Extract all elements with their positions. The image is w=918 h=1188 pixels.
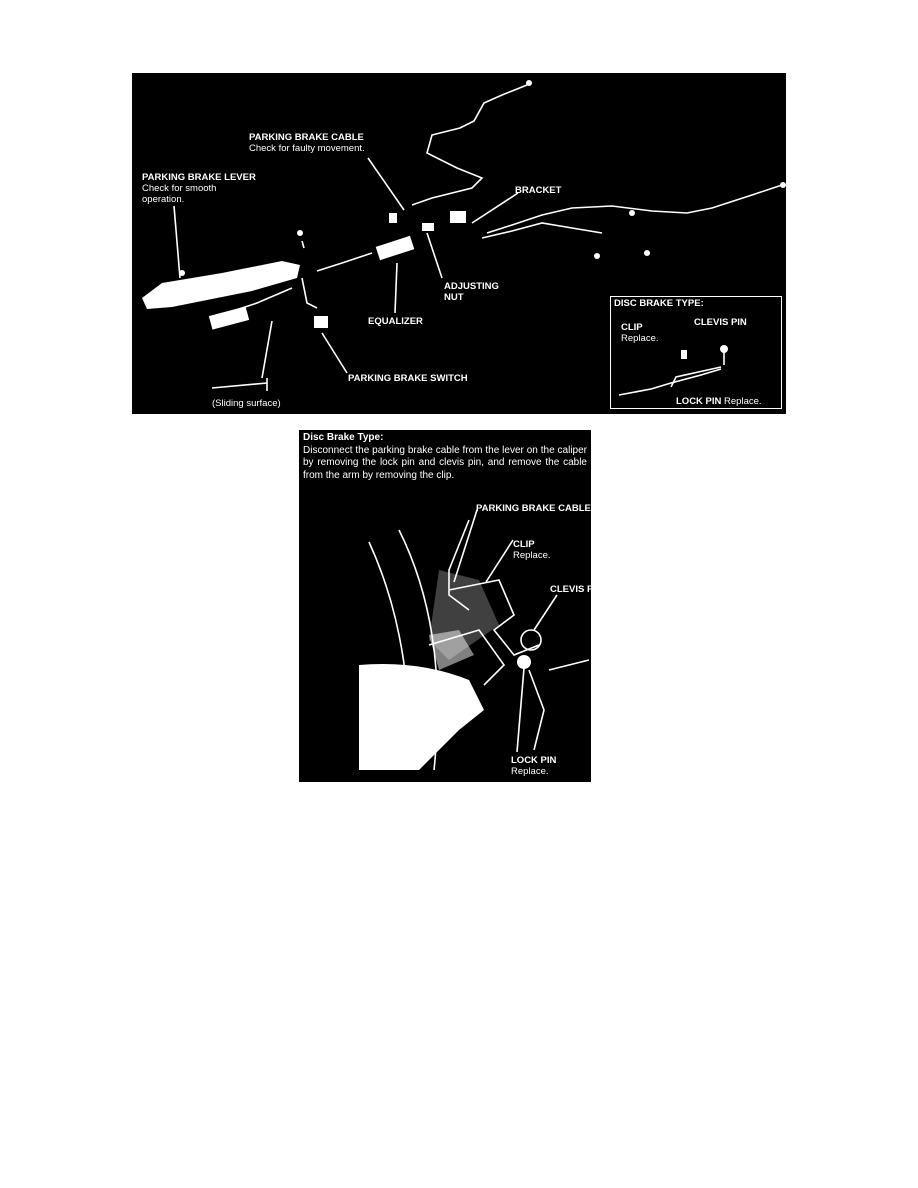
clip-part — [681, 350, 687, 359]
parking-brake-switch-part — [314, 316, 328, 328]
parking-brake-lever-part — [142, 261, 300, 309]
sliding-surface-label: (Sliding surface) — [212, 398, 281, 409]
disc-brake-procedure-figure — [299, 430, 603, 782]
switch-label: PARKING BRAKE SWITCH — [348, 373, 468, 384]
clevis-pin-label: CLEVIS PIN — [550, 584, 603, 595]
adjusting-nut-part — [422, 223, 434, 231]
lock-pin-part — [517, 655, 531, 669]
disc-brake-inset — [610, 296, 782, 409]
inset-clevis-pin-label: CLEVIS PIN — [694, 317, 747, 328]
clevis-pin-part — [521, 630, 541, 650]
inset-lock-pin-label: LOCK PIN Replace. — [676, 396, 762, 407]
hand-illustration — [359, 664, 484, 770]
lock-pin-label: LOCK PIN Replace. — [511, 755, 557, 777]
inset-clip-label: CLIP Replace. — [621, 322, 659, 344]
equalizer-part — [376, 236, 415, 260]
clevis-pin-part — [720, 345, 728, 353]
bracket-part — [450, 211, 466, 223]
equalizer-label: EQUALIZER — [368, 316, 423, 327]
cable-label: PARKING BRAKE CABLE Check for faulty movement. — [249, 132, 365, 154]
left-rear-cable — [412, 85, 527, 205]
inset-title: DISC BRAKE TYPE: — [614, 298, 704, 309]
clip-label: CLIP Replace. — [513, 539, 551, 561]
lever-label: PARKING BRAKE LEVER Check for smooth operation. — [142, 172, 256, 205]
parking-brake-system-diagram — [132, 73, 786, 414]
caliper-illustration — [299, 430, 591, 782]
procedure-heading: Disc Brake Type: — [303, 432, 384, 443]
adjusting-nut-label: ADJUSTING NUT — [444, 281, 499, 303]
procedure-text: Disc Brake Type: Disconnect the parking brake cable from the lever on the caliper by removing the lock pin and clevis pin, and remove the cable from the arm by removing the clip. — [303, 432, 587, 481]
bracket-label: BRACKET — [515, 185, 562, 196]
cable-label: PARKING BRAKE CABLE — [476, 503, 591, 514]
